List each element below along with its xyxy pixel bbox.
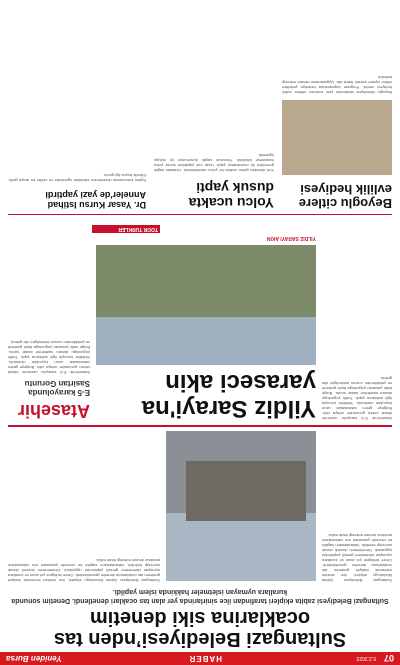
story1-headline: Sultangazi Belediyesi’nden tas ocaklarina siki denetim [53,607,347,650]
newspaper-logo: Yeniden Bursa [6,654,62,663]
page-date: 5.2.2022 [356,655,376,662]
page-number: 07 [383,653,394,664]
story3-body: Beyoglu Belediyesi tarafindan yeni evlenen ciftlere evlilik hediyesi verildi. Program kapsaminda belediye yetkilileri ciftleri ziyaret ederek tebrik etti. Uygulamanin devam edecegi belirtildi. [282,75,392,95]
section-label: HABER [188,654,222,663]
page-header-bar [0,652,400,665]
story1-body-col1: Sultangazi Belediyesi Zabita Mudurlugu ekipleri, ilce sinirlari icerisinde faaliyet gosteren tas ocaklarinda denetim gerceklestirdi. Cevre kirliligine yol acan ve kurallara uymayan isletmelere gerekli yaptirimlar uygulandi. Denetimlerin duzenli olarak surecegi belirtildi. Vatandaslarin saglikli bir cevrede yasamasi icin calismalarin aralıksız devam edecegi ifade edildi. [322,533,392,583]
story2-caption: YILDIZ SARAYI AKIN [266,235,316,241]
story3-headline: Beyoglu citlere evlilik hediyesi [298,182,392,211]
story4-body: Yurt disindan gelen ucakta bir yolcu rahatsizlandi. Ucaktaki saglik gorevlileri ilk mudahaleyi yapti. Ucak inis yaptiktan sonra yolcu hastaneye kaldirildi. Yolcunun saglik durumunun iyi oldugu ogrenildi. [154,153,274,173]
divider [8,425,392,427]
story5-headline: Dr. Yasar Kursu Istihad Anneler'de yazi yaptirdi [45,190,146,210]
quarry-photo [166,431,316,581]
divider [8,214,392,215]
story1-body-col2: Sultangazi Belediyesi Zabita Mudurlugu ekipleri, ilce sinirlari icerisinde faaliyet gosteren tas ocaklarinda denetim gerceklestirdi. Cevre kirliligine yol acan ve kurallara uymayan isletmelere gerekli yaptirimlar uygulandi. Denetimlerin duzenli olarak surecegi belirtildi. Vatandaslarin saglikli bir cevrede yasamasi icin calismalarin aralıksız devam edecegi ifade edildi. [8,558,160,583]
story5-body: Egitim kurumunda duzenlenen etkinlikte ogrenciler ve veliler bir araya geldi. Etkinlik buyuk ilgi gordu. [8,173,146,183]
story2-body-col2: Atasehir'de E-5 karayolu uzerinde dikkat ceken goruntuler ortaya cikti. Bolgeye gelen vatandaslar uzun kuyruklar olusturdu. Yetkililer konuyla ilgili aciklama yapti. Trafik yogunlugu aksam saatlerine kadar surdu. Bolge halki yasanan yogunluga tepki gosterdi ve yetkililerden cozum bekledigini dile getirdi. [8,340,90,375]
story2-headline: Yildiz Sarayi'na yaraseci akin [141,369,316,422]
story2-tag: TOOR TURKLER [92,225,160,233]
crowd-photo [96,245,316,365]
wedding-photo [282,100,392,175]
story4-headline: Yolcu ucakta dusuk yapti [188,180,274,211]
story1-spot: Sultangazi Belediyesi zabita ekipleri tarafindan ilce sinirlarinda yer alan tas ocaklari denetlendi. Denetim sonunda kurallara uymayan isletmeler hakkinda islem yapildi. [11,588,389,604]
story2-kicker: Atasehir [17,401,90,421]
story2-body-col1: Atasehir'de E-5 karayolu uzerinde dikkat ceken goruntuler ortaya cikti. Bolgeye gelen vatandaslar uzun kuyruklar olusturdu. Yetkililer konuyla ilgili aciklama yapti. Trafik yogunlugu aksam saatlerine kadar surdu. Bolge halki yasanan yogunluga tepki gosterdi ve yetkililerden cozum bekledigini dile getirdi. [322,376,392,421]
story2-subhead: E-5 karayolunda Sasirtan Goruntu [24,379,90,397]
